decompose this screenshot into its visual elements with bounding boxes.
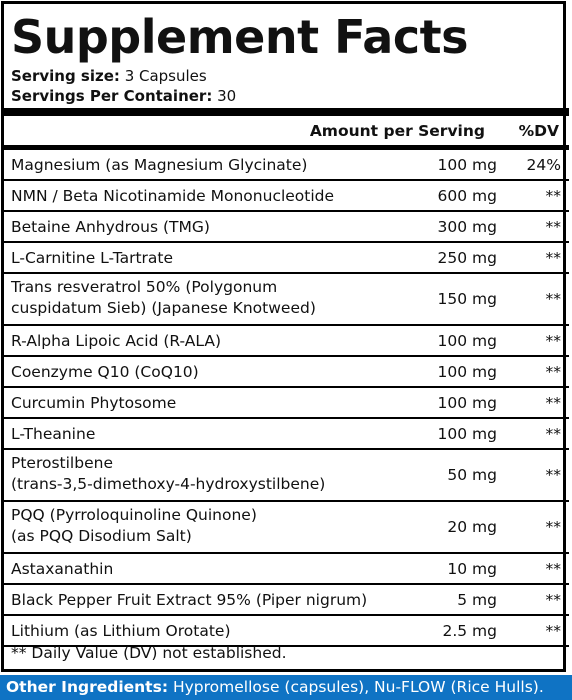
thick-divider [3, 108, 569, 116]
ingredient-name-line: L-Theanine [11, 425, 96, 443]
ingredient-dv: ** [545, 331, 561, 350]
ingredient-name [11, 277, 316, 319]
ingredient-dv: ** [545, 559, 561, 578]
ingredient-name [11, 331, 221, 352]
ingredient-row [3, 357, 569, 388]
ingredient-amount: 100 mg [437, 362, 497, 381]
ingredient-dv: ** [545, 518, 561, 536]
ingredient-name [11, 453, 325, 495]
ingredient-dv: ** [545, 290, 561, 308]
ingredient-name-line: Coenzyme Q10 (CoQ10) [11, 363, 199, 381]
ingredient-amount: 250 mg [437, 248, 497, 267]
ingredient-dv: ** [545, 590, 561, 609]
ingredient-name-line: NMN / Beta Nicotinamide Mononucleotide [11, 187, 335, 205]
other-ingredients-label: Other Ingredients: [6, 678, 169, 696]
ingredient-amount: 100 mg [437, 393, 497, 412]
ingredient-name-line: Trans resveratrol 50% (Polygonum [11, 278, 278, 296]
ingredient-dv: ** [545, 424, 561, 443]
ingredient-row [3, 450, 569, 502]
ingredient-name [11, 393, 176, 414]
ingredient-amount: 50 mg [447, 466, 497, 484]
ingredient-dv: ** [545, 466, 561, 484]
ingredient-dv: ** [545, 362, 561, 381]
ingredient-row [3, 585, 569, 616]
footnote: ** Daily Value (DV) not established. [11, 644, 287, 662]
servings-per-container-label: Servings Per Container: [11, 87, 213, 105]
ingredient-amount: 20 mg [447, 518, 497, 536]
ingredient-name [11, 248, 173, 269]
ingredient-amount: 150 mg [437, 290, 497, 308]
servings-per-container [11, 87, 236, 105]
ingredient-amount: 100 mg [437, 331, 497, 350]
ingredient-name-line: Magnesium (as Magnesium Glycinate) [11, 156, 308, 174]
serving-size-label: Serving size: [11, 67, 120, 85]
ingredient-name-line: L-Carnitine L-Tartrate [11, 249, 174, 267]
ingredient-row [3, 388, 569, 419]
amount-header: Amount per Serving [309, 122, 485, 140]
ingredient-row [3, 181, 569, 212]
ingredient-row [3, 150, 569, 181]
ingredient-row [3, 212, 569, 243]
ingredient-name [11, 559, 113, 580]
ingredient-dv: ** [545, 393, 561, 412]
ingredient-name [11, 621, 231, 642]
ingredient-name [11, 424, 95, 445]
ingredient-name [11, 362, 199, 383]
ingredient-name-line: Black Pepper Fruit Extract 95% (Piper nigrum) [11, 591, 368, 609]
ingredient-name [11, 590, 367, 611]
ingredient-name-line: Pterostilbene [11, 454, 113, 472]
ingredient-dv: 24% [526, 155, 561, 174]
ingredient-amount: 2.5 mg [442, 621, 497, 640]
ingredient-name-line: (as PQQ Disodium Salt) [11, 527, 192, 545]
ingredient-name-line: cuspidatum Sieb) (Japanese Knotweed) [11, 299, 316, 317]
ingredient-amount: 10 mg [447, 559, 497, 578]
ingredient-name-line: Lithium (as Lithium Orotate) [11, 622, 231, 640]
serving-size-value: 3 Capsules [124, 67, 207, 85]
servings-per-container-value: 30 [217, 87, 237, 105]
ingredient-name-line: (trans-3,5-dimethoxy-4-hydroxystilbene) [11, 475, 326, 493]
ingredient-amount: 5 mg [457, 590, 497, 609]
ingredient-name [11, 505, 257, 547]
ingredient-row [3, 616, 569, 647]
ingredient-row [3, 502, 569, 554]
ingredient-amount: 100 mg [437, 155, 497, 174]
ingredient-row [3, 243, 569, 274]
ingredient-name [11, 217, 210, 238]
ingredient-amount: 300 mg [437, 217, 497, 236]
ingredient-dv: ** [545, 217, 561, 236]
ingredient-dv: ** [545, 248, 561, 267]
ingredient-row [3, 554, 569, 585]
ingredient-amount: 100 mg [437, 424, 497, 443]
ingredient-name [11, 155, 307, 176]
ingredient-dv: ** [545, 621, 561, 640]
other-ingredients-value: Hypromellose (capsules), Nu-FLOW (Rice Hulls). [172, 678, 544, 696]
ingredient-name-line: Curcumin Phytosome [11, 394, 177, 412]
ingredient-name-line: R-Alpha Lipoic Acid (R-ALA) [11, 332, 222, 350]
ingredient-row [3, 274, 569, 326]
ingredient-name-line: Betaine Anhydrous (TMG) [11, 218, 210, 236]
ingredient-amount: 600 mg [437, 186, 497, 205]
serving-size [11, 67, 207, 85]
ingredient-name-line: Astaxanathin [11, 560, 114, 578]
page-title: Supplement Facts [11, 10, 468, 64]
ingredient-row [3, 326, 569, 357]
ingredient-name-line: PQQ (Pyrroloquinoline Quinone) [11, 506, 257, 524]
other-ingredients-bar [0, 675, 572, 700]
ingredient-row [3, 419, 569, 450]
ingredient-name [11, 186, 334, 207]
ingredient-dv: ** [545, 186, 561, 205]
dv-header: %DV [518, 122, 559, 140]
